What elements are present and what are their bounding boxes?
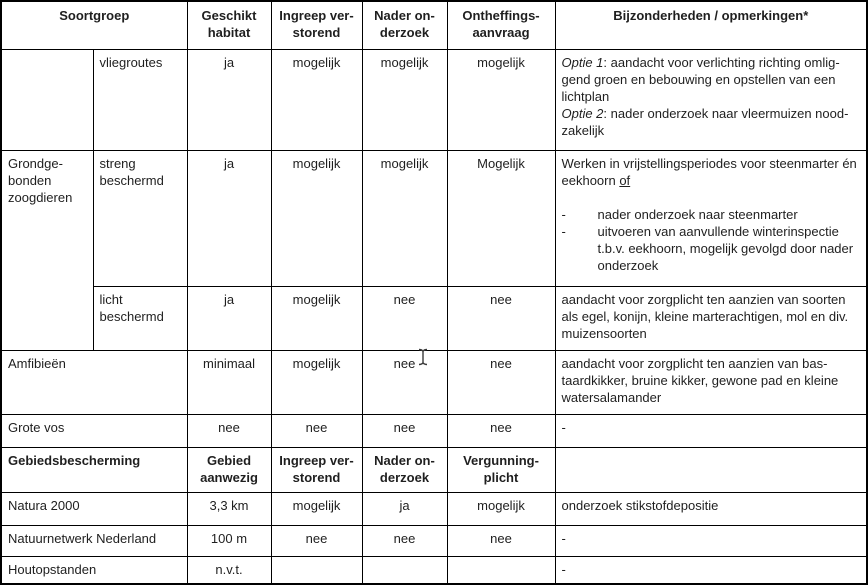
streng-measures-list <box>562 206 861 274</box>
header-bijzonderheden: Bijzonderheden / opmerkingen* <box>555 1 867 49</box>
cell-vliegroutes-nader: mogelijk <box>362 49 447 150</box>
cell-licht-ingreep: mogelijk <box>271 286 362 350</box>
table-row-houtopstanden <box>1 556 867 584</box>
cell-amfibieen-nader: nee <box>362 350 447 414</box>
cell-grote-vos-nader: nee <box>362 414 447 447</box>
cell-houtopstanden-habitat: n.v.t. <box>187 556 271 584</box>
streng-intro-text: Werken in vrijstellingsperiodes voor steenmarter én eekhoorn <box>561 155 857 188</box>
cell-vliegroutes-ontheffing: mogelijk <box>447 49 555 150</box>
cell-amfibieen-habitat: minimaal <box>187 350 271 414</box>
cell-vliegroutes-label: vliegroutes <box>93 49 187 150</box>
cell-natuurnetwerk-ontheffing: nee <box>447 525 555 556</box>
table-row-gebiedsbescherming-header <box>1 447 867 492</box>
cell-vliegroutes-habitat: ja <box>187 49 271 150</box>
header-ingreep-verstorend: Ingreep ver-storend <box>271 1 362 49</box>
cell-houtopstanden-ontheffing <box>447 556 555 584</box>
optie-2-label: Optie 2 <box>561 105 604 121</box>
cell-streng-label: streng beschermd <box>93 150 187 286</box>
cell-grote-vos-ingreep: nee <box>271 414 362 447</box>
cell-streng-ingreep: mogelijk <box>271 150 362 286</box>
cell-gebiedsbescherming-nader: Nader on-derzoek <box>362 447 447 492</box>
table-row-vliegroutes <box>1 49 867 150</box>
cell-natuurnetwerk-habitat: 100 m <box>187 525 271 556</box>
optie-1-label: Optie 1 <box>561 54 604 70</box>
cell-gebiedsbescherming-bijzonderheden <box>555 447 867 492</box>
table-header-row <box>1 1 867 49</box>
vliegroutes-optie-2 <box>562 105 861 139</box>
table-row-licht-beschermd <box>1 286 867 350</box>
cell-natuurnetwerk-ingreep: nee <box>271 525 362 556</box>
cell-natura2000-label: Natura 2000 <box>1 492 187 525</box>
cell-natuurnetwerk-label: Natuurnetwerk Nederland <box>1 525 187 556</box>
header-soortgroep: Soortgroep <box>1 1 187 49</box>
table-row-streng-beschermd <box>1 150 867 286</box>
list-item-text: nader onderzoek naar steenmarter <box>597 206 798 222</box>
table-row-natuurnetwerk-nederland <box>1 525 867 556</box>
cell-houtopstanden-label: Houtopstanden <box>1 556 187 584</box>
cell-streng-ontheffing: Mogelijk <box>447 150 555 286</box>
header-ontheffingsaanvraag: Ontheffings-aanvraag <box>447 1 555 49</box>
header-nader-onderzoek: Nader on-derzoek <box>362 1 447 49</box>
cell-grote-vos-habitat: nee <box>187 414 271 447</box>
cell-amfibieen-ingreep: mogelijk <box>271 350 362 414</box>
cell-natura2000-ontheffing: mogelijk <box>447 492 555 525</box>
vliegroutes-optie-1 <box>562 54 861 105</box>
cell-grote-vos-label: Grote vos <box>1 414 187 447</box>
cell-gebiedsbescherming-ingreep: Ingreep ver-storend <box>271 447 362 492</box>
cell-natuurnetwerk-bijzonderheden: - <box>555 525 867 556</box>
table-row-amfibieen <box>1 350 867 414</box>
cell-houtopstanden-ingreep <box>271 556 362 584</box>
cell-licht-label: licht beschermd <box>93 286 187 350</box>
cell-natura2000-nader: ja <box>362 492 447 525</box>
cell-natura2000-ingreep: mogelijk <box>271 492 362 525</box>
cell-vliegroutes-ingreep: mogelijk <box>271 49 362 150</box>
cell-natura2000-habitat: 3,3 km <box>187 492 271 525</box>
cell-grote-vos-ontheffing: nee <box>447 414 555 447</box>
cell-streng-nader: mogelijk <box>362 150 447 286</box>
cell-natuurnetwerk-nader: nee <box>362 525 447 556</box>
cell-licht-nader: nee <box>362 286 447 350</box>
cell-gebiedsbescherming-ontheffing: Vergunning-plicht <box>447 447 555 492</box>
dash-bullet: - <box>561 223 566 239</box>
cell-vliegroutes-bijzonderheden <box>555 49 867 150</box>
cell-natura2000-bijzonderheden: onderzoek stikstofdepositie <box>555 492 867 525</box>
cell-licht-bijzonderheden: aandacht voor zorgplicht ten aanzien van soorten als egel, konijn, kleine marterachtigen, mol en div. muizensoorten <box>555 286 867 350</box>
list-item-text: uitvoeren van aanvullende winterinspectie t.b.v. eekhoorn, mogelijk gevolgd door nader onderzoek <box>597 223 854 273</box>
table-row-natura-2000 <box>1 492 867 525</box>
list-item <box>562 223 861 274</box>
streng-intro <box>562 155 861 189</box>
cell-grondgebonden-zoogdieren-group: Grondge-bonden zoogdieren <box>1 150 93 350</box>
cell-amfibieen-ontheffing: nee <box>447 350 555 414</box>
cell-streng-habitat: ja <box>187 150 271 286</box>
optie-1-text: : aandacht voor verlichting richting omlig-gend groen en bebouwing en opstellen van een lichtplan <box>561 54 840 104</box>
cell-gebiedsbescherming-label: Gebiedsbescherming <box>1 447 187 492</box>
cell-licht-habitat: ja <box>187 286 271 350</box>
header-geschikt-habitat: Geschikt habitat <box>187 1 271 49</box>
cell-gebiedsbescherming-habitat: Gebied aanwezig <box>187 447 271 492</box>
cell-streng-bijzonderheden <box>555 150 867 286</box>
streng-of-underlined: of <box>619 172 631 188</box>
list-item <box>562 206 861 223</box>
cell-houtopstanden-nader <box>362 556 447 584</box>
cell-grote-vos-bijzonderheden: - <box>555 414 867 447</box>
cell-amfibieen-label: Amfibieën <box>1 350 187 414</box>
table-row-grote-vos <box>1 414 867 447</box>
cell-licht-ontheffing: nee <box>447 286 555 350</box>
optie-2-text: : nader onderzoek naar vleermuizen nood-zakelijk <box>561 105 849 138</box>
cell-houtopstanden-bijzonderheden: - <box>555 556 867 584</box>
dash-bullet: - <box>561 206 566 222</box>
cell-amfibieen-bijzonderheden: aandacht voor zorgplicht ten aanzien van bas-taardkikker, bruine kikker, gewone pad en kleine watersalamander <box>555 350 867 414</box>
cell-vliegroutes-group-empty <box>1 49 93 150</box>
